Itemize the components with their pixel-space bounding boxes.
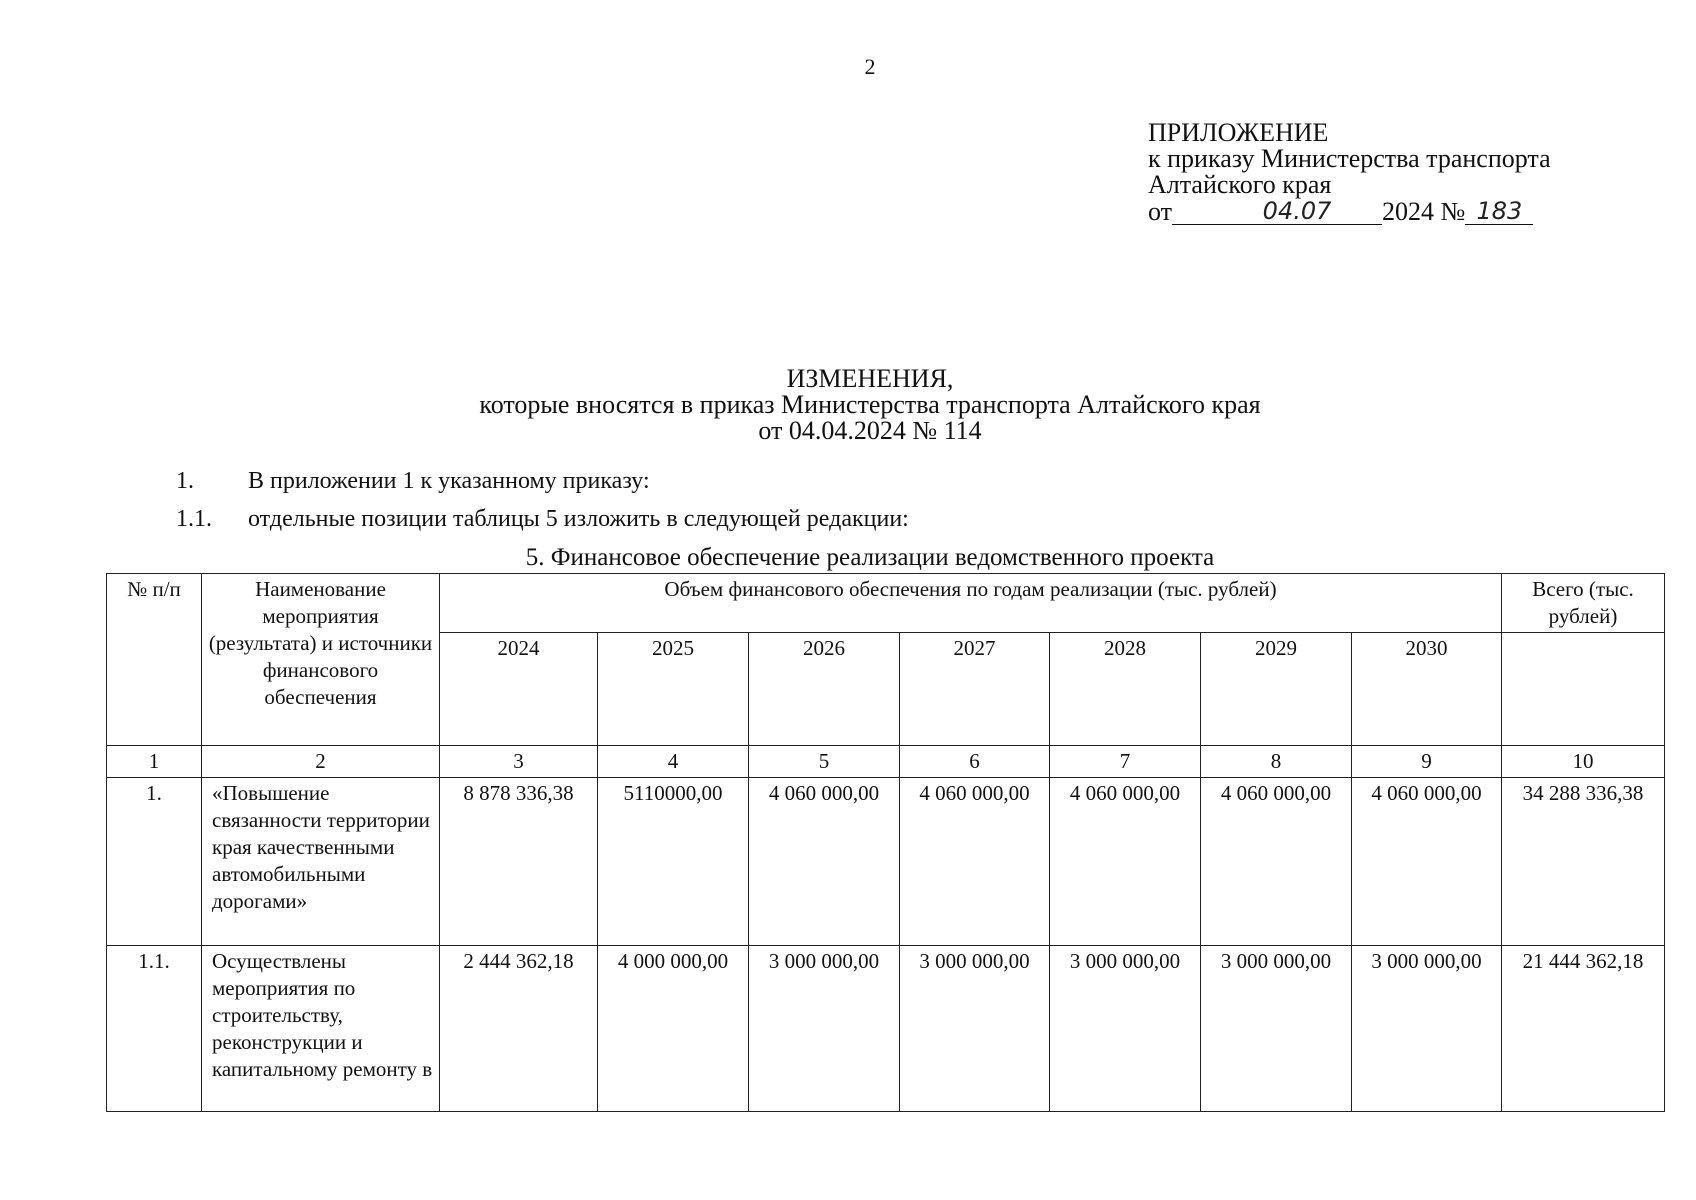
header-year: 2027 bbox=[900, 633, 1050, 746]
table-title: 5. Финансовое обеспечение реализации ведомственного проекта bbox=[525, 544, 1215, 571]
changes-heading bbox=[0, 366, 1696, 444]
row-name: «Повышение связанности территории края качественными автомобильными дорогами» bbox=[202, 778, 440, 946]
date-prefix: от bbox=[1148, 197, 1173, 226]
handwritten-number: 183 bbox=[1465, 198, 1533, 225]
column-index: 1 bbox=[107, 746, 202, 778]
column-index: 10 bbox=[1502, 746, 1665, 778]
header-num: № п/п bbox=[107, 574, 202, 746]
row-name: Осуществлены мероприятия по строительству, реконструкции и капитальному ремонту в bbox=[202, 946, 440, 1112]
column-index: 4 bbox=[598, 746, 749, 778]
row-value: 4 060 000,00 bbox=[1352, 778, 1502, 946]
list-item-number: 1.1. bbox=[176, 506, 212, 532]
header-year: 2030 bbox=[1352, 633, 1502, 746]
changes-line-2: от 04.04.2024 № 114 bbox=[758, 416, 982, 445]
row-value: 4 000 000,00 bbox=[598, 946, 749, 1112]
changes-line-1: которые вносятся в приказ Министерства транспорта Алтайского края bbox=[479, 390, 1261, 419]
row-value: 8 878 336,38 bbox=[440, 778, 598, 946]
header-name: Наименование мероприятия (результата) и источники финансового обеспечения bbox=[202, 574, 440, 746]
list-item bbox=[176, 468, 650, 495]
header-row bbox=[107, 574, 1665, 633]
table-row bbox=[107, 946, 1665, 1112]
appendix-line-2: Алтайского края bbox=[1148, 170, 1332, 199]
page-number: 2 bbox=[864, 54, 876, 79]
row-value: 4 060 000,00 bbox=[1201, 778, 1352, 946]
appendix-block bbox=[1148, 120, 1648, 225]
row-value: 2 444 362,18 bbox=[440, 946, 598, 1112]
column-index: 6 bbox=[900, 746, 1050, 778]
row-number: 1. bbox=[107, 778, 202, 946]
row-value: 4 060 000,00 bbox=[900, 778, 1050, 946]
row-value: 3 000 000,00 bbox=[1201, 946, 1352, 1112]
row-value: 3 000 000,00 bbox=[900, 946, 1050, 1112]
row-value: 3 000 000,00 bbox=[1050, 946, 1201, 1112]
row-value: 3 000 000,00 bbox=[749, 946, 900, 1112]
header-total: Всего (тыс. рублей) bbox=[1502, 574, 1665, 633]
list-item bbox=[176, 506, 909, 533]
column-index: 5 bbox=[749, 746, 900, 778]
financing-table bbox=[106, 573, 1665, 1112]
header-year: 2028 bbox=[1050, 633, 1201, 746]
row-number: 1.1. bbox=[107, 946, 202, 1112]
column-index: 2 bbox=[202, 746, 440, 778]
column-index: 7 bbox=[1050, 746, 1201, 778]
year-label: 2024 № bbox=[1382, 197, 1466, 226]
header-year: 2029 bbox=[1201, 633, 1352, 746]
header-year: 2025 bbox=[598, 633, 749, 746]
appendix-line-1: к приказу Министерства транспорта bbox=[1148, 144, 1551, 173]
row-total: 34 288 336,38 bbox=[1502, 778, 1665, 946]
header-year: 2024 bbox=[440, 633, 598, 746]
column-index: 8 bbox=[1201, 746, 1352, 778]
appendix-date-line bbox=[1148, 198, 1648, 225]
handwritten-date: 04.07 bbox=[1172, 198, 1382, 225]
header-volume: Объем финансового обеспечения по годам реализации (тыс. рублей) bbox=[440, 574, 1502, 633]
header-year: 2026 bbox=[749, 633, 900, 746]
list-item-number: 1. bbox=[176, 468, 194, 494]
table-row bbox=[107, 778, 1665, 946]
list-item-text: отдельные позиции таблицы 5 изложить в следующей редакции: bbox=[248, 506, 909, 532]
column-index: 9 bbox=[1352, 746, 1502, 778]
header-total-empty bbox=[1502, 633, 1665, 746]
column-index-row bbox=[107, 746, 1665, 778]
row-value: 4 060 000,00 bbox=[1050, 778, 1201, 946]
appendix-title: ПРИЛОЖЕНИЕ bbox=[1148, 118, 1329, 147]
row-total: 21 444 362,18 bbox=[1502, 946, 1665, 1112]
changes-title: ИЗМЕНЕНИЯ, bbox=[786, 364, 954, 393]
list-item-text: В приложении 1 к указанному приказу: bbox=[248, 468, 650, 494]
row-value: 4 060 000,00 bbox=[749, 778, 900, 946]
column-index: 3 bbox=[440, 746, 598, 778]
row-value: 3 000 000,00 bbox=[1352, 946, 1502, 1112]
row-value: 5110000,00 bbox=[598, 778, 749, 946]
